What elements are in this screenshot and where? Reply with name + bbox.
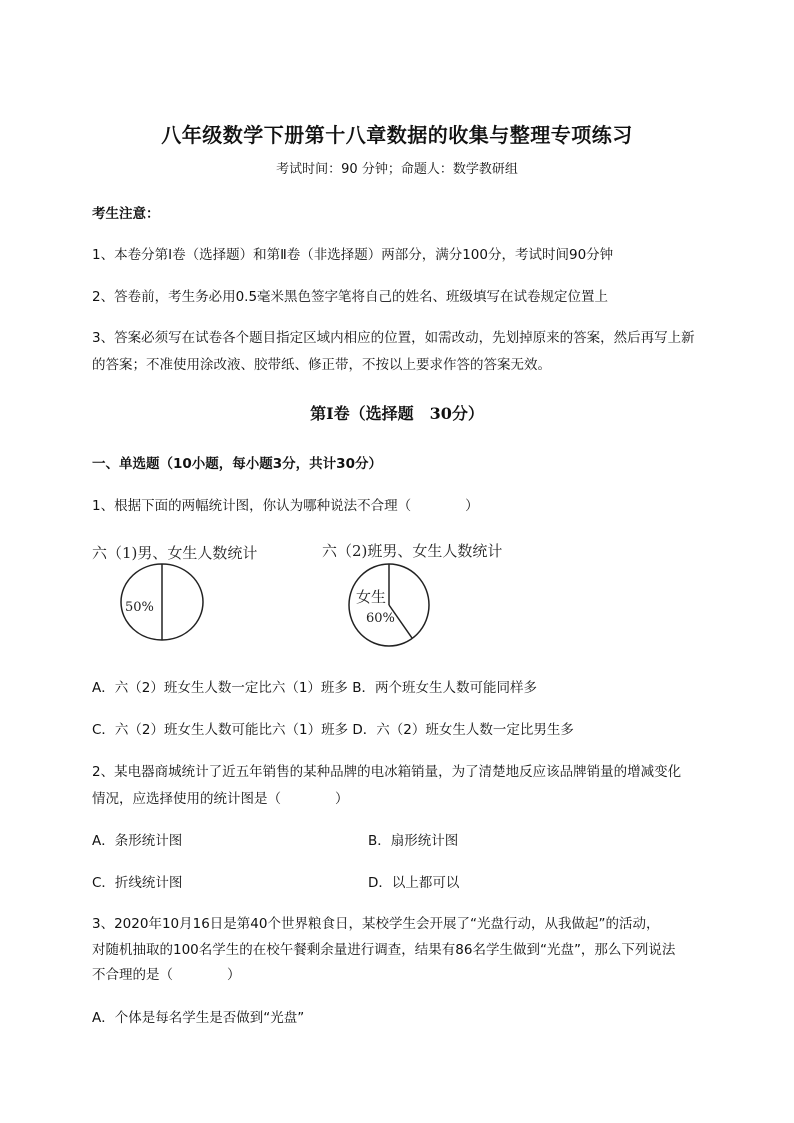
question-3-option-a: A．个体是每名学生是否做到“光盘” [92, 1010, 305, 1026]
page-title: 八年级数学下册第十八章数据的收集与整理专项练习 [161, 123, 633, 147]
pie-chart-2-label-percent: 60% [366, 611, 395, 626]
pie-chart-2-label-girls: 女生 [356, 588, 387, 606]
notice-item-2: 2、答卷前，考生务必用0.5毫米黑色签字笔将自己的姓名、班级填写在试卷规定位置上 [92, 289, 609, 305]
section-title: 第Ⅰ卷（选择题 30分） [310, 404, 484, 423]
question-3-stem: 3、2020年10月16日是第40个世界粮食日，某校学生会开展了“光盘行动，从我做起”的活动， [92, 916, 660, 932]
question-1-stem: 1、根据下面的两幅统计图，你认为哪种说法不合理（ ） [92, 498, 479, 514]
question-1-options-ab: A．六（2）班女生人数一定比六（1）班多 B．两个班女生人数可能同样多 [92, 680, 537, 696]
notice-item-3-cont: 的答案；不准使用涂改液、胶带纸、修正带，不按以上要求作答的答案无效。 [92, 357, 551, 373]
question-3-stem-cont: 对随机抽取的100名学生的在校午餐剩余量进行调查，结果有86名学生做到“光盘”，那么下列说法 [92, 942, 676, 958]
notice-item-1: 1、本卷分第Ⅰ卷（选择题）和第Ⅱ卷（非选择题）两部分，满分100分，考试时间90分钟 [92, 247, 614, 263]
question-2-stem: 2、某电器商城统计了近五年销售的某种品牌的电冰箱销量，为了清楚地反应该品牌销量的增减变化 [92, 764, 682, 780]
question-2-option-a: A．条形统计图 [92, 833, 183, 849]
pie-chart-1-title: 六（1)男、女生人数统计 [92, 544, 258, 562]
pie-chart-1 [118, 563, 208, 643]
pie-chart-1-label: 50% [125, 600, 154, 615]
question-2-stem-cont: 情况，应选择使用的统计图是（ ） [92, 791, 349, 807]
pie-chart-2 [346, 562, 434, 652]
exam-info: 考试时间：90 分钟；命题人：数学教研组 [276, 162, 518, 177]
question-2-option-d: D．以上都可以 [368, 875, 460, 891]
pie-chart-2-title: 六（2)班男、女生人数统计 [322, 542, 503, 560]
question-2-option-b: B．扇形统计图 [368, 833, 459, 849]
part-heading: 一、单选题（10小题，每小题3分，共计30分） [92, 456, 382, 472]
question-2-option-c: C．折线统计图 [92, 875, 183, 891]
notice-item-3: 3、答案必须写在试卷各个题目指定区域内相应的位置，如需改动，先划掉原来的答案，然后再写上新 [92, 330, 695, 346]
question-3-stem-cont-2: 不合理的是（ ） [92, 967, 241, 983]
notice-heading: 考生注意： [92, 206, 160, 222]
question-1-options-cd: C．六（2）班女生人数可能比六（1）班多 D．六（2）班女生人数一定比男生多 [92, 722, 574, 738]
